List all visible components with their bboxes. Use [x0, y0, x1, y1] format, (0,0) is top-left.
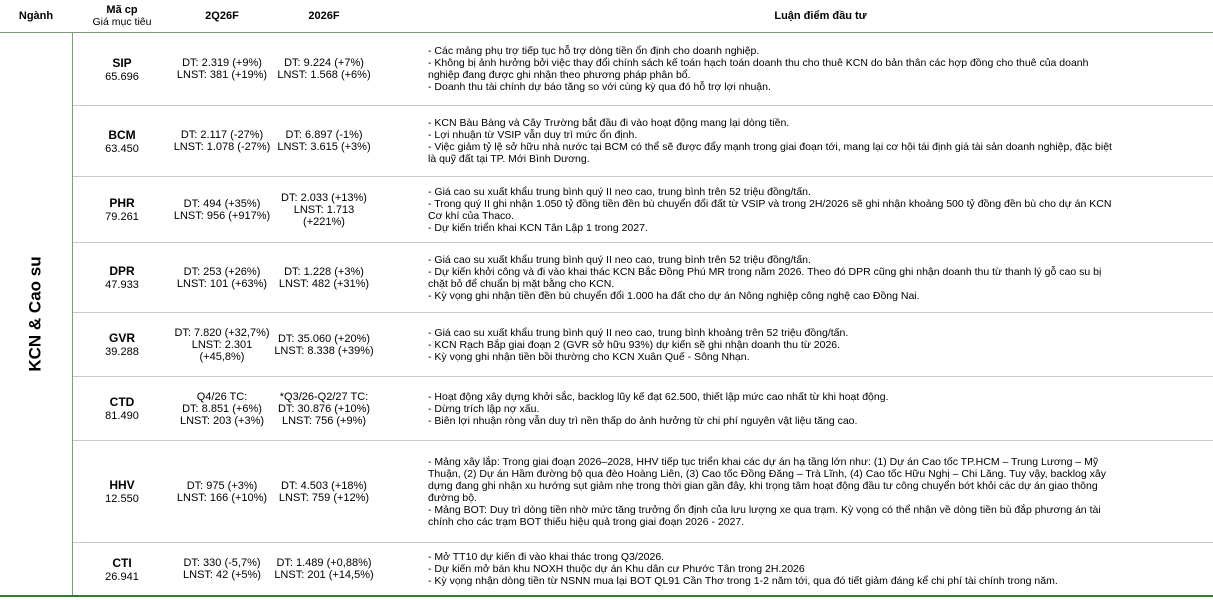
thesis-line: - Biên lợi nhuận ròng vẫn duy trì nền thấp do ảnh hưởng từ chi phí nguyên vật liệu tăng cao. — [428, 414, 858, 427]
target-price: 79.261 — [105, 211, 139, 223]
sector-label: KCN & Cao su — [26, 256, 46, 372]
header-sector-label: Ngành — [18, 10, 54, 22]
year-forecast-cell — [273, 543, 375, 595]
quarter-revenue: DT: 330 (-5,7%) — [183, 557, 261, 569]
quarter-forecast-cell — [171, 33, 273, 105]
year-profit: LNST: 201 (+14,5%) — [274, 569, 374, 581]
ticker: CTI — [112, 555, 132, 570]
thesis-cell — [428, 243, 1213, 312]
quarter-revenue: DT: 975 (+3%) — [186, 479, 258, 492]
header-year — [273, 0, 375, 32]
ticker-cell — [73, 106, 171, 176]
year-revenue: DT: 35.060 (+20%) — [277, 332, 371, 345]
year-forecast-cell — [273, 106, 375, 176]
thesis-line: là quỹ đất tại TP. Mới Bình Dương. — [428, 153, 590, 165]
thesis-cell — [428, 313, 1213, 376]
year-forecast-cell — [273, 177, 375, 242]
ticker: HHV — [109, 478, 135, 492]
thesis-line: - Các mảng phụ trợ tiếp tục hỗ trợ dòng tiền ổn định cho doanh nghiệp. — [428, 45, 760, 57]
table-header — [0, 0, 1213, 32]
bottom-border — [0, 595, 1213, 597]
year-profit: LNST: 8.338 (+39%) — [274, 344, 374, 357]
target-price: 65.696 — [105, 70, 139, 83]
target-price: 47.933 — [105, 279, 139, 291]
table-row — [73, 313, 1213, 377]
thesis-line: - Mảng xây lắp: Trong giai đoạn 2026–2028, HHV tiếp tục triển khai các dự án hạ tầng lớn như: (1) Dự án Cao tốc TP.HCM – Trung Lương – Mỹ — [428, 455, 1099, 468]
ticker-cell — [73, 313, 171, 376]
quarter-period: Q4/26 TC: — [196, 390, 248, 403]
thesis-line: - Dự kiến khởi công và đi vào khai thác KCN Bắc Đồng Phú MR trong năm 2026. Theo đó DPR cũng ghi nhận doanh thu từ thanh lý gỗ cao su bị — [428, 265, 1102, 278]
thesis-line: - Kỳ vọng nhận dòng tiền từ NSNN mua lại BOT QL91 Cần Thơ trong 1-2 năm tới, qua đó tiết giảm đáng kể chi phí tài chính trong năm. — [428, 575, 1058, 587]
thesis-line: chặt bỏ để chuẩn bị mặt bằng cho KCN. — [428, 277, 615, 290]
thesis-line: - Giá cao su xuất khẩu trung bình quý II neo cao, trung bình trên 52 triệu đồng/tấn. — [428, 185, 811, 198]
ticker-cell — [73, 243, 171, 312]
year-profit: LNST: 3.615 (+3%) — [277, 141, 371, 153]
thesis-line: - KCN Rạch Bắp giai đoạn 2 (GVR sở hữu 93%) dự kiến sẽ ghi nhận doanh thu từ 2026. — [428, 338, 841, 351]
header-ticker-sub: Giá mục tiêu — [92, 16, 152, 28]
ticker: GVR — [108, 331, 135, 345]
year-revenue: DT: 4.503 (+18%) — [281, 479, 367, 492]
table-row — [73, 543, 1213, 595]
year-forecast-cell — [273, 313, 375, 376]
thesis-cell — [428, 441, 1213, 542]
target-price: 26.941 — [105, 570, 139, 583]
quarter-revenue: DT: 2.319 (+9%) — [182, 57, 262, 69]
thesis-line: - Doanh thu tài chính dự báo tăng so với cùng kỳ qua đó hỗ trợ lợi nhuận. — [428, 81, 771, 93]
thesis-line: - Không bị ảnh hưởng bởi việc thay đổi chính sách kế toán hạch toán doanh thu cho thuê KCN do bản thân các hợp đồng cho thuê của doanh — [428, 57, 1089, 69]
ticker-cell — [73, 543, 171, 595]
table-row — [73, 377, 1213, 441]
table-row — [73, 106, 1213, 177]
quarter-forecast-cell — [171, 106, 273, 176]
thesis-line: - KCN Bàu Bàng và Cây Trường bắt đầu đi vào hoạt động mang lại dòng tiền. — [428, 117, 790, 129]
quarter-profit: LNST: 956 (+917%) — [173, 209, 271, 222]
thesis-line: - Kỳ vọng ghi nhận tiền bồi thường cho KCN Xuân Quế - Sông Nhạn. — [428, 350, 750, 363]
table-row — [73, 177, 1213, 243]
quarter-profit: LNST: 203 (+3%) — [179, 414, 265, 427]
thesis-line: - Mở TT10 dự kiến đi vào khai thác trong Q3/2026. — [428, 551, 665, 563]
year-revenue: DT: 30.876 (+10%) — [277, 402, 371, 415]
year-revenue: DT: 2.033 (+13%) — [281, 191, 367, 204]
header-year-label: 2026F — [308, 10, 340, 22]
thesis-line: - Kỳ vọng ghi nhận tiền đền bù chuyển đổi 1.000 ha đất cho dự án Nông nghiệp công nghệ cao Đồng Nai. — [428, 289, 920, 302]
ticker: BCM — [108, 127, 136, 142]
quarter-forecast-cell — [171, 177, 273, 242]
header-quarter-label: 2Q26F — [205, 10, 239, 22]
thesis-line: - Lợi nhuận từ VSIP vẫn duy trì mức ổn định. — [428, 129, 638, 141]
quarter-profit: LNST: 101 (+63%) — [176, 277, 268, 290]
sector-cell — [0, 33, 73, 595]
thesis-line: nghiệp đang được ghi nhận theo phương pháp phân bổ. — [428, 69, 691, 81]
quarter-forecast-cell — [171, 313, 273, 376]
target-price: 12.550 — [105, 493, 139, 505]
quarter-profit: LNST: 2.301 (+45,8%) — [191, 338, 253, 363]
ticker: CTD — [109, 395, 135, 409]
ticker: PHR — [109, 196, 135, 210]
quarter-forecast-cell — [171, 441, 273, 542]
header-sector — [0, 0, 72, 32]
target-price: 39.288 — [105, 346, 139, 358]
quarter-forecast-cell — [171, 543, 273, 595]
quarter-forecast-cell — [171, 377, 273, 440]
year-profit: LNST: 482 (+31%) — [278, 277, 370, 290]
header-thesis — [428, 0, 1213, 32]
year-period: *Q3/26-Q2/27 TC: — [279, 390, 369, 403]
quarter-profit: LNST: 1.078 (-27%) — [173, 141, 271, 153]
year-profit: LNST: 1.568 (+6%) — [277, 69, 371, 81]
year-revenue: DT: 6.897 (-1%) — [285, 129, 363, 141]
header-quarter — [171, 0, 273, 32]
thesis-line: - Giá cao su xuất khẩu trung bình quý II neo cao, trung bình trên 52 triệu đồng/tấn. — [428, 253, 811, 266]
thesis-cell — [428, 33, 1213, 105]
ticker-cell — [73, 441, 171, 542]
quarter-profit: LNST: 42 (+5%) — [183, 569, 261, 581]
thesis-line: - Việc giảm tỷ lệ sở hữu nhà nước tại BCM có thể sẽ được đẩy mạnh trong giai đoạn tới, mang lại cơ hội tái định giá tài sản doanh nghiệp, đặc biệt — [428, 141, 1112, 153]
quarter-profit: LNST: 166 (+10%) — [176, 491, 268, 504]
thesis-line: - Giá cao su xuất khẩu trung bình quý II neo cao, trung bình khoảng trên 52 triệu đồng/tấn. — [428, 326, 849, 339]
target-price: 81.490 — [105, 410, 139, 422]
thesis-line: chính cho các trạm BOT thiếu hiệu quả trong giai đoạn 2026 - 2027. — [428, 515, 745, 528]
year-forecast-cell — [273, 441, 375, 542]
thesis-cell — [428, 543, 1213, 595]
thesis-line: - Hoạt động xây dựng khởi sắc, backlog lũy kế đạt 62.500, thiết lập mức cao nhất từ khi hoạt động. — [428, 390, 889, 403]
thesis-line: - Trong quý II ghi nhận 1.050 tỷ đồng tiền đền bù chuyển đổi đất từ VSIP và trong 2H/2026 sẽ ghi nhận khoảng 500 tỷ đồng đền bù cho dự án KCN — [428, 197, 1112, 210]
year-forecast-cell — [273, 243, 375, 312]
quarter-revenue: DT: 7.820 (+32,7%) — [174, 326, 270, 339]
year-profit: LNST: 1.713 (+221%) — [293, 203, 355, 228]
thesis-line: Cơ khí của Thaco. — [428, 209, 515, 222]
table-row — [73, 243, 1213, 313]
quarter-revenue: DT: 8.851 (+6%) — [182, 402, 262, 415]
year-forecast-cell — [273, 377, 375, 440]
quarter-revenue: DT: 494 (+35%) — [183, 197, 261, 210]
year-profit: LNST: 756 (+9%) — [281, 414, 367, 427]
quarter-revenue: DT: 253 (+26%) — [183, 265, 261, 278]
quarter-profit: LNST: 381 (+19%) — [176, 69, 268, 81]
thesis-line: - Dừng trích lập nợ xấu. — [428, 402, 540, 415]
thesis-cell — [428, 177, 1213, 242]
thesis-line: Thuận, (2) Dự án Hầm đường bộ qua đèo Hoàng Liên, (3) Cao tốc Đồng Đăng – Trà Lĩnh, (4) Cao tốc Hữu Nghị – Chi Lăng. Tuy vậy, backlog xây — [428, 467, 1106, 480]
thesis-line: dựng đang ghi nhận xu hướng sụt giảm nhẹ trong thời gian gần đây, khi trọng tâm hoạt động đầu tư công chuyển bớt khỏi các dự án giao thông — [428, 479, 1098, 492]
thesis-line: - Dự kiến mở bán khu NOXH thuộc dự án Khu dân cư Phước Tân trong 2H.2026 — [428, 563, 805, 575]
header-thesis-label: Luận điểm đầu tư — [774, 10, 867, 22]
thesis-line: đường bộ. — [428, 491, 477, 504]
year-revenue: DT: 1.228 (+3%) — [284, 265, 364, 278]
target-price: 63.450 — [105, 142, 139, 155]
ticker: DPR — [109, 264, 135, 278]
year-profit: LNST: 759 (+12%) — [278, 491, 370, 504]
quarter-forecast-cell — [171, 243, 273, 312]
year-forecast-cell — [273, 33, 375, 105]
ticker-cell — [73, 33, 171, 105]
ticker-cell — [73, 377, 171, 440]
ticker: SIP — [112, 55, 132, 70]
header-ticker — [73, 0, 171, 32]
year-revenue: DT: 9.224 (+7%) — [284, 57, 364, 69]
thesis-line: - Mảng BOT: Duy trì dòng tiền nhờ mức tăng trưởng ổn định của lưu lượng xe qua trạm. Kỳ vọng có thể nhận về dòng tiền bù đắp phương án tài — [428, 503, 1101, 516]
thesis-cell — [428, 106, 1213, 176]
table-row — [73, 441, 1213, 543]
header-ticker-label: Mã cp — [106, 4, 138, 16]
thesis-line: - Dự kiến triển khai KCN Tân Lập 1 trong 2027. — [428, 221, 648, 234]
ticker-cell — [73, 177, 171, 242]
thesis-cell — [428, 377, 1213, 440]
quarter-revenue: DT: 2.117 (-27%) — [180, 129, 264, 141]
table-row — [73, 33, 1213, 106]
year-revenue: DT: 1.489 (+0,88%) — [276, 557, 372, 569]
